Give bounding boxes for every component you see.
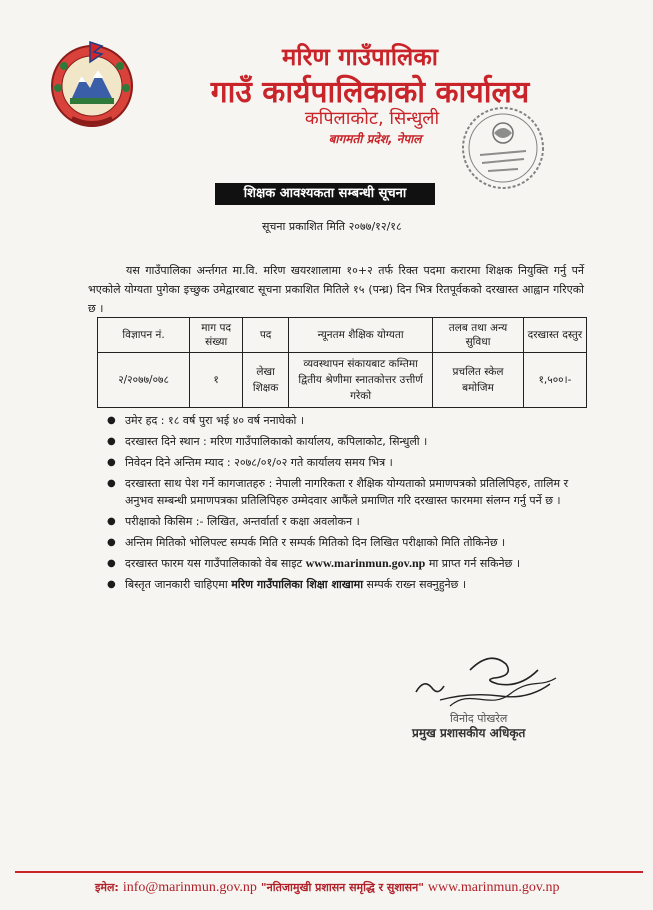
item-text: अन्तिम मितिको भोलिपल्ट सम्पर्क मिति र सम्पर्क मितिको दिन लिखित परीक्षाको मिति तोकिनेछ । [125,536,506,549]
col-qualification: न्यूनतम शैक्षिक योग्यता [289,318,433,353]
publish-date: सूचना प्रकाशित मिति २०७७/१२/१८ [262,220,402,233]
bullet-icon: ● [107,436,116,447]
item-text: दरखास्त फारम यस गाउँपालिकाको वेब साइट [125,557,306,570]
nepal-government-emblem-icon [46,36,138,128]
cell-advert-no: २/२०७७/०७८ [98,353,190,408]
bullet-icon: ● [107,457,116,468]
vacancy-table [97,317,587,408]
item-text: बिस्तृत जानकारी चाहिएमा [125,578,232,591]
col-advert-no: विज्ञापन नं. [98,318,190,353]
table-header-row [98,318,587,353]
cell-post: लेखा शिक्षक [243,353,289,408]
bullet-icon: ● [107,516,116,527]
item-bold-text: मरिण गाउँपालिका शिक्षा शाखामा [231,578,364,591]
list-item [107,555,592,572]
office-address: कपिलाकोट, सिन्धुली [304,108,440,129]
col-salary: तलब तथा अन्य सुविधा [433,318,524,353]
intro-paragraph: यस गाउँपालिका अर्न्तगत मा.वि. मरिण खयरशालामा १०+२ तर्फ रिक्त पदमा करारमा शिक्षक नियुक्ति गर्नु पर्ने भएकोले योग्यता पुगेका इच्छुक उमेद्वारबाट सूचना प्रकाशित मितिले १५ (पन्ध्र) दिन भित्र रितपूर्वकको दरखास्त आह्वान गरिएको छ । [88,264,584,315]
list-item [107,433,592,450]
item-text: सम्पर्क राख्न सक्नुहुनेछ । [363,578,467,591]
cell-salary: प्रचलित स्केल बमोजिम [433,353,524,408]
item-text: मा प्राप्त गर्न सकिनेछ । [425,557,521,570]
col-fee: दरखास्त दस्तुर [523,318,586,353]
table-row [98,353,587,408]
col-post-count: माग पद संख्या [190,318,243,353]
item-text: दरखास्त दिने स्थान : मरिण गाउँपालिकाको कार्यालय, कपिलाकोट, सिन्धुली । [125,435,428,448]
list-item [107,513,592,530]
item-text: उमेर हद : १८ वर्ष पुरा भई ४० वर्ष ननाघेको । [125,414,305,427]
item-text: दरखास्ता साथ पेश गर्ने कागजातहरु : नेपाली नागरिकता र शैक्षिक योग्यताको प्रमाणपत्रको प्रतिलिपिहरु, तालिम र अनुभव सम्बन्धी प्रमाणपत्रका प्रतिलिपिहरु उम्मेदवार आफैंले प्रमाणित गरि दरखास्त फारममा संलग्न गर्नु पर्ने छ । [125,477,569,507]
bullet-icon: ● [107,537,116,548]
item-text: निवेदन दिने अन्तिम म्याद : २०७८/०१/०२ गते कार्यालय समय भित्र । [125,456,393,469]
col-post: पद [243,318,289,353]
bullet-icon: ● [107,478,116,489]
signer-title: प्रमुख प्रशासकीय अधिकृत [412,726,526,740]
cell-qualification: व्यवस्थापन संकायबाट कम्तिमा द्वितीय श्रेणीमा स्नातकोत्तर उत्तीर्ण गरेको [289,353,433,408]
list-item [107,412,592,429]
municipality-name: मरिण गाउँपालिका [282,43,438,71]
list-item [107,454,592,471]
signer-name: विनोद पोखरेल [450,712,508,725]
footer-website-link[interactable]: www.marinmun.gov.np [427,880,560,895]
cell-post-count: १ [190,353,243,408]
bullet-icon: ● [107,415,116,426]
website-link[interactable]: www.marinmun.gov.np [305,556,426,570]
province-country: बागमती प्रदेश, नेपाल [328,132,422,146]
list-item [107,576,592,593]
office-name: गाउँ कार्यपालिकाको कार्यालय [210,75,530,110]
list-item [107,475,592,509]
office-seal-stamp-icon [458,103,548,193]
list-item [107,534,592,551]
footer-divider [15,871,643,873]
item-text: परीक्षाको किसिम :- लिखित, अन्तर्वार्ता र कक्षा अवलोकन । [125,515,360,528]
bullet-icon: ● [107,558,116,569]
email-label: इमेल: [95,881,119,894]
cell-fee: १,५००।- [523,353,586,408]
conditions-list [107,412,592,597]
handwritten-signature [410,648,560,708]
slogan: "नतिजामुखी प्रशासन समृद्धि र सुशासन" [260,881,424,894]
notice-title: शिक्षक आवश्यकता सम्बन्धी सूचना [215,183,435,205]
bullet-icon: ● [107,579,116,590]
footer [95,879,559,896]
email-link[interactable]: info@marinmun.gov.np [122,880,257,895]
